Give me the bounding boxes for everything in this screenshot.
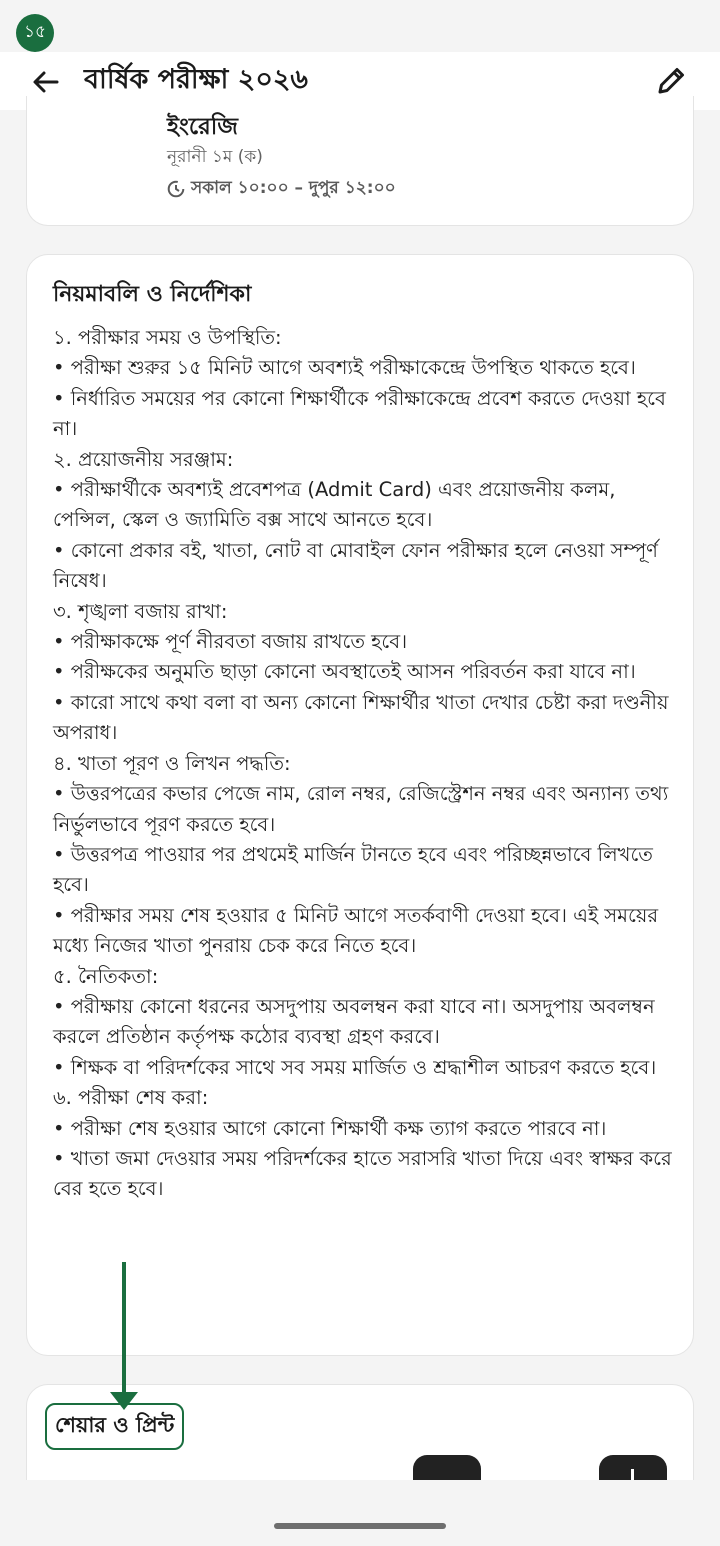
step-badge: ১৫ bbox=[16, 14, 54, 52]
class-name: নূরানী ১ম (ক) bbox=[167, 147, 263, 167]
home-indicator[interactable] bbox=[274, 1523, 446, 1529]
rule-line: • নির্ধারিত সময়ের পর কোনো শিক্ষার্থীকে পরীক্ষাকেন্দ্রে প্রবেশ করতে দেওয়া হবে না। bbox=[53, 386, 666, 441]
rule-line: ৩. শৃঙ্খলা বজায় রাখা: bbox=[53, 599, 228, 623]
exam-time bbox=[167, 175, 396, 203]
rule-line: • পরীক্ষা শেষ হওয়ার আগে কোনো শিক্ষার্থী কক্ষ ত্যাগ করতে পারবে না। bbox=[53, 1116, 607, 1140]
rules-heading: নিয়মাবলি ও নির্দেশিকা bbox=[53, 282, 252, 307]
rule-line: • কোনো প্রকার বই, খাতা, নোট বা মোবাইল ফোন পরীক্ষার হলে নেওয়া সম্পূর্ণ নিষেধ। bbox=[53, 538, 658, 593]
back-arrow-icon[interactable] bbox=[30, 66, 62, 98]
rule-line: • শিক্ষক বা পরিদর্শকের সাথে সব সময় মার্জিত ও শ্রদ্ধাশীল আচরণ করতে হবে। bbox=[53, 1055, 657, 1079]
rule-line: • পরীক্ষকের অনুমতি ছাড়া কোনো অবস্থাতেই আসন পরিবর্তন করা যাবে না। bbox=[53, 660, 636, 684]
rule-line: • উত্তরপত্রের কভার পেজে নাম, রোল নম্বর, রেজিস্ট্রেশন নম্বর এবং অন্যান্য তথ্য নির্ভুলভাবে পূরণ করতে হবে। bbox=[53, 782, 669, 836]
rule-line: • উত্তরপত্র পাওয়ার পর প্রথমেই মার্জিন টানতে হবে এবং পরিচ্ছন্নভাবে লিখতে হবে। bbox=[53, 842, 653, 897]
rule-line: ৫. নৈতিকতা: bbox=[53, 964, 159, 988]
rule-line: • পরীক্ষার্থীকে অবশ্যই প্রবেশপত্র (Admit Card) এবং প্রয়োজনীয় কলম, পেন্সিল, স্কেল ও জ্যামিতি বক্স সাথে আনতে হবে। bbox=[53, 478, 616, 532]
rules-body bbox=[53, 323, 673, 1205]
page-title: বার্ষিক পরীক্ষা ২০২৬ bbox=[84, 64, 308, 95]
rule-line: • পরীক্ষার সময় শেষ হওয়ার ৫ মিনিট আগে সতর্কবাণী দেওয়া হবে। এই সময়ের মধ্যে নিজের খাতা পুনরায় চেক করে নিতে হবে। bbox=[53, 903, 659, 958]
rule-line: • কারো সাথে কথা বলা বা অন্য কোনো শিক্ষার্থীর খাতা দেখার চেষ্টা করা দণ্ডনীয় অপরাধ। bbox=[53, 690, 669, 745]
rule-line: ৬. পরীক্ষা শেষ করা: bbox=[53, 1086, 209, 1110]
rules-card bbox=[26, 254, 694, 1356]
exam-info-card bbox=[26, 96, 694, 226]
rule-line: ২. প্রয়োজনীয় সরঞ্জাম: bbox=[53, 447, 234, 471]
rule-line: • পরীক্ষাকক্ষে পূর্ণ নীরবতা বজায় রাখতে হবে। bbox=[53, 630, 408, 654]
bottom-bar bbox=[0, 1480, 720, 1546]
share-print-title: শেয়ার ও প্রিন্ট bbox=[45, 1403, 184, 1450]
exam-time-text: সকাল ১০:০০ – দুপুর ১২:০০ bbox=[191, 178, 396, 198]
edit-pencil-icon[interactable] bbox=[652, 62, 690, 100]
rule-line: • খাতা জমা দেওয়ার সময় পরিদর্শকের হাতে সরাসরি খাতা দিয়ে এবং স্বাক্ষর করে বের হতে হবে। bbox=[53, 1146, 672, 1201]
clock-icon bbox=[167, 180, 185, 198]
rule-line: • পরীক্ষা শুরুর ১৫ মিনিট আগে অবশ্যই পরীক্ষাকেন্দ্রে উপস্থিত থাকতে হবে। bbox=[53, 356, 636, 380]
annotation-arrow-line bbox=[122, 1262, 126, 1396]
subject-name: ইংরেজি bbox=[167, 114, 238, 140]
rule-line: ৪. খাতা পূরণ ও লিখন পদ্ধতি: bbox=[53, 751, 291, 775]
annotation-arrow-head bbox=[110, 1392, 138, 1410]
rule-line: ১. পরীক্ষার সময় ও উপস্থিতি: bbox=[53, 326, 282, 349]
rule-line: • পরীক্ষায় কোনো ধরনের অসদুপায় অবলম্বন করা যাবে না। অসদুপায় অবলম্বন করলে প্রতিষ্ঠান কর্তৃপক্ষ কঠোর ব্যবস্থা গ্রহণ করবে। bbox=[53, 994, 655, 1049]
